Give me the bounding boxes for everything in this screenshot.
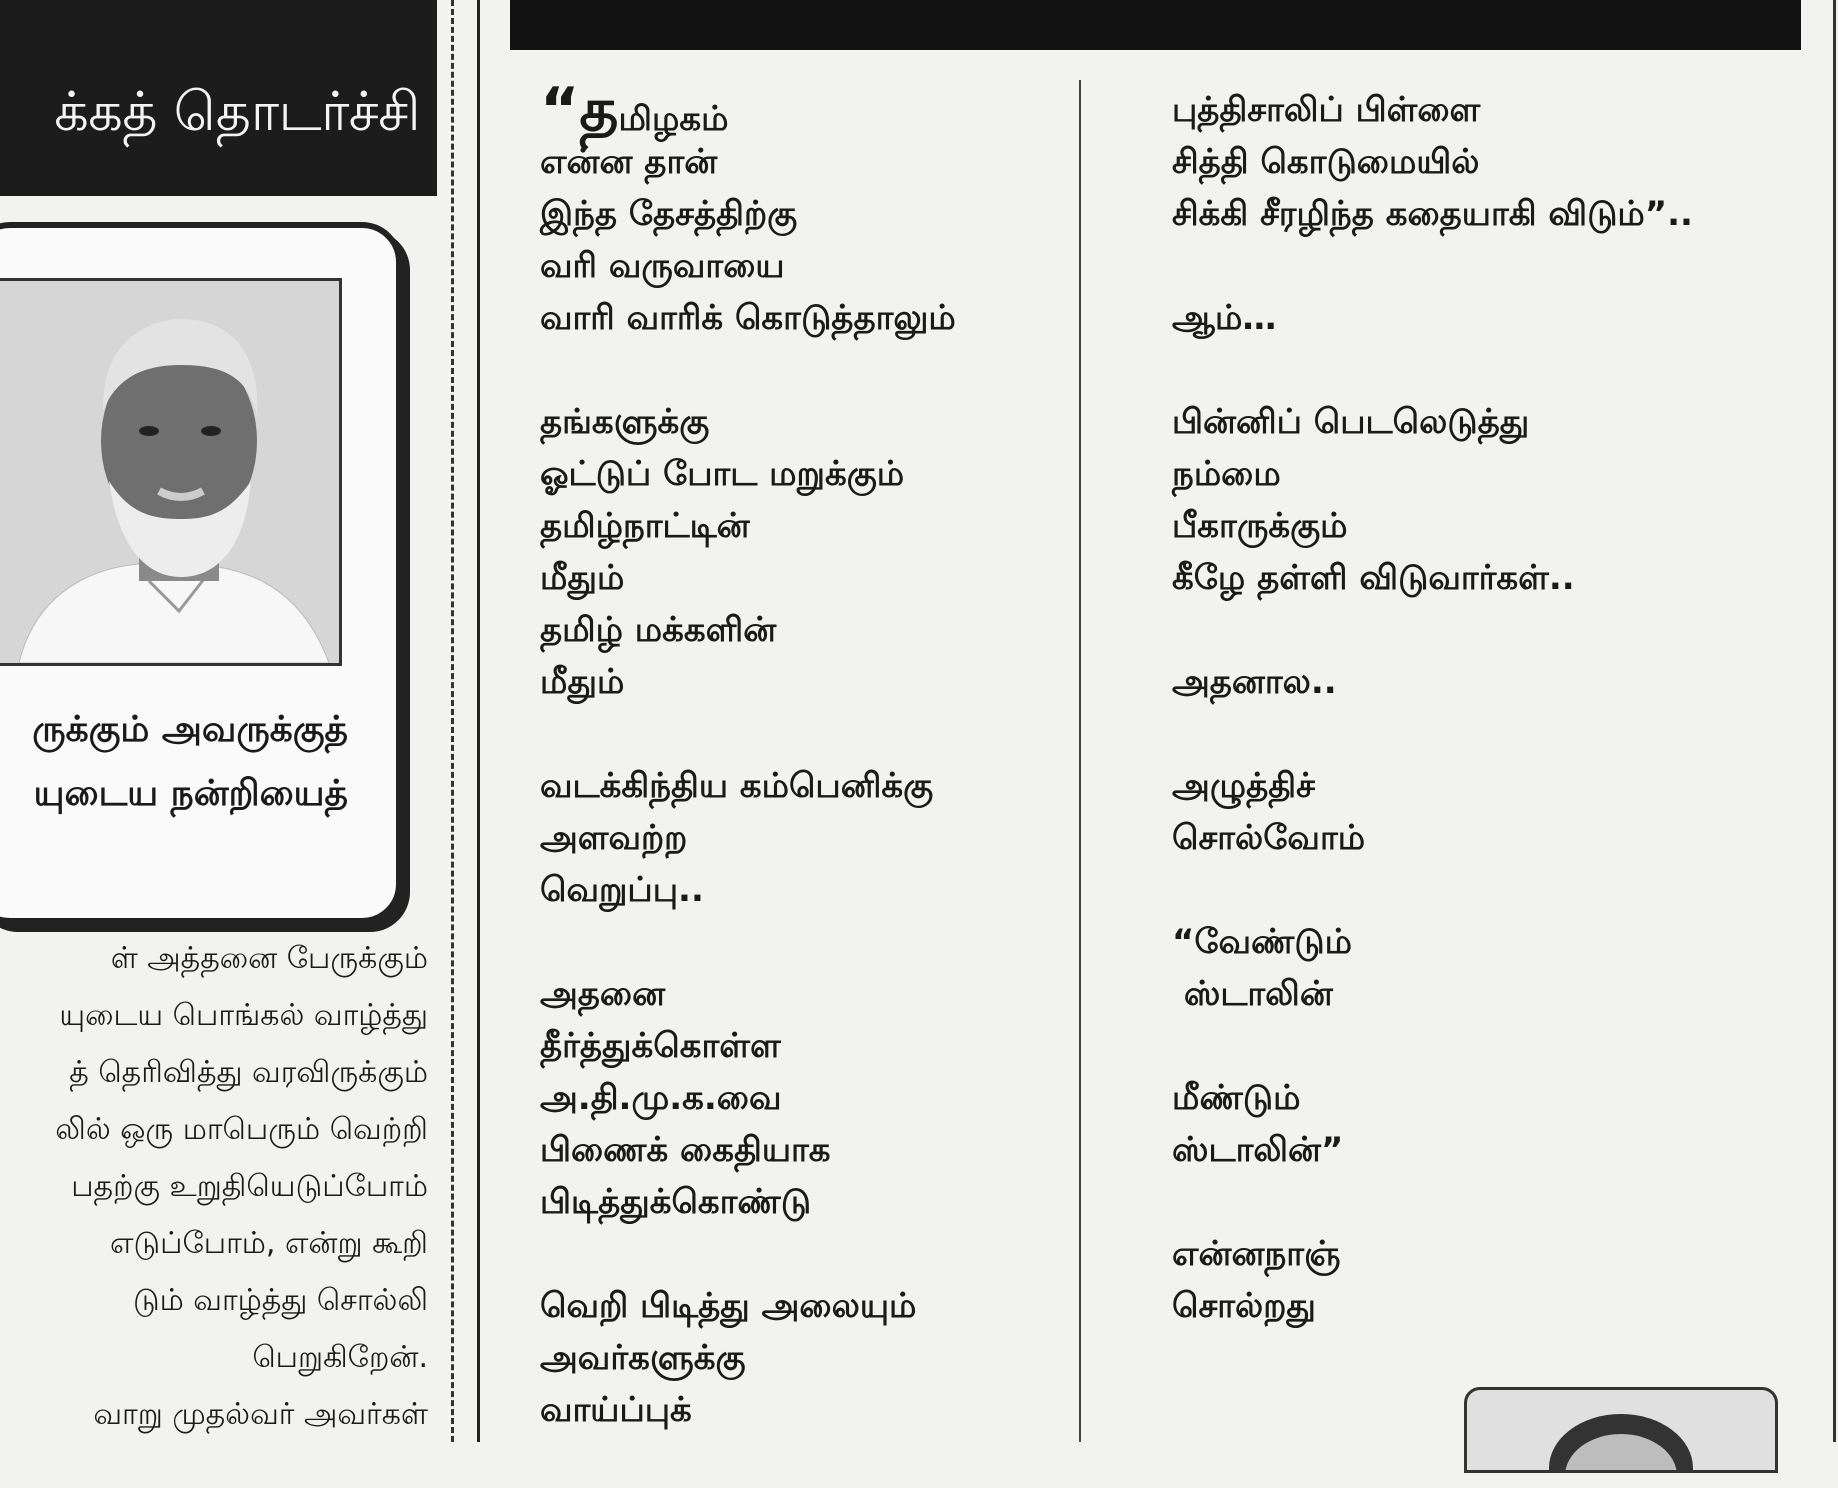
poem-line: தங்களுக்கு bbox=[540, 402, 710, 442]
poem-line: பிடித்துக்கொண்டு bbox=[540, 1182, 812, 1222]
stanza bbox=[1172, 292, 1693, 344]
poem-line: “வேண்டும் bbox=[1172, 922, 1352, 962]
poem-line-text: மிழகம் bbox=[618, 99, 729, 139]
sidebar-column bbox=[0, 0, 440, 1442]
poem-line: வரி வருவாயை bbox=[540, 246, 785, 286]
poem-line: மீதும் bbox=[540, 662, 625, 702]
poem-line: அ.தி.மு.க.வை bbox=[540, 1078, 782, 1118]
poem-line: சித்தி கொடுமையில் bbox=[1172, 142, 1480, 182]
sidebar-article-text bbox=[0, 930, 428, 1443]
box-border-left bbox=[477, 0, 480, 1442]
signoff-line: என்னநாஞ் bbox=[1172, 1234, 1341, 1274]
sidebar-title: க்கத் தொடர்ச்சி bbox=[54, 80, 420, 143]
poem-line: அவர்களுக்கு bbox=[540, 1338, 746, 1378]
stanza bbox=[1172, 760, 1693, 864]
poem-line bbox=[540, 75, 956, 145]
poem-line: இந்த தேசத்திற்கு bbox=[540, 194, 798, 234]
poem-line: புத்திசாலிப் பிள்ளை bbox=[1172, 90, 1481, 130]
author-photo bbox=[1464, 1387, 1778, 1473]
poem-line: மீதும் bbox=[540, 558, 625, 598]
poem-line: பீகாருக்கும் bbox=[1172, 506, 1348, 546]
text-line: லில் ஒரு மாபெரும் வெற்றி bbox=[55, 1112, 428, 1147]
author-photo-image bbox=[1467, 1390, 1775, 1470]
stanza bbox=[1172, 656, 1693, 708]
stanza bbox=[540, 396, 956, 708]
poem-line: ஆம்… bbox=[1172, 298, 1277, 338]
poem-line: தீர்த்துக்கொள்ள bbox=[540, 1026, 781, 1066]
text-line: டும் வாழ்த்து சொல்லி bbox=[132, 1283, 428, 1318]
stanza bbox=[1172, 84, 1693, 240]
poem-column-left bbox=[540, 75, 956, 1488]
sidebar-title-bar bbox=[0, 0, 437, 196]
dashed-column-divider bbox=[451, 0, 454, 1442]
poem-line: பிணைக் கைதியாக bbox=[540, 1130, 831, 1170]
poem-column-rule bbox=[1079, 80, 1081, 1442]
poem-line: ஓட்டுப் போட மறுக்கும் bbox=[540, 454, 905, 494]
signoff bbox=[1172, 1228, 1693, 1332]
poem-line: அதனை bbox=[540, 974, 666, 1014]
caption-line: ருக்கும் அவருக்குத் bbox=[32, 709, 348, 750]
text-line: பதற்கு உறுதியெடுப்போம் bbox=[71, 1169, 428, 1204]
poem-line: என்ன தான் bbox=[540, 142, 718, 182]
poem-line: வாரி வாரிக் கொடுத்தாலும் bbox=[540, 298, 956, 338]
text-line: பெறுகிறேன். bbox=[252, 1340, 428, 1375]
poem-line: வாய்ப்புக் bbox=[540, 1390, 692, 1430]
caption-line: யுடைய நன்றியைத் bbox=[33, 773, 348, 814]
poem-line: அதனால.. bbox=[1172, 662, 1337, 702]
text-line: வாறு முதல்வர் அவர்கள் bbox=[93, 1397, 428, 1432]
text-line: ள் அத்தனை பேருக்கும் bbox=[110, 941, 428, 976]
poem-line: அழுத்திச் bbox=[1172, 766, 1315, 806]
poem-line: வடக்கிந்திய கம்பெனிக்கு bbox=[540, 766, 934, 806]
headline-band bbox=[510, 0, 1801, 50]
stanza bbox=[540, 760, 956, 916]
stanza bbox=[540, 75, 956, 344]
poem-line: சிக்கி சீரழிந்த கதையாகி விடும்”.. bbox=[1172, 194, 1693, 234]
poem-line: தமிழ் மக்களின் bbox=[540, 610, 777, 650]
poem-line: ஸ்டாலின்” bbox=[1172, 1130, 1344, 1170]
poem-line: அளவற்ற bbox=[540, 818, 688, 858]
portrait-caption bbox=[6, 698, 348, 826]
text-line: யுடைய பொங்கல் வாழ்த்து bbox=[59, 998, 428, 1033]
poem-line: கீழே தள்ளி விடுவார்கள்.. bbox=[1172, 558, 1575, 598]
poem-line: மீண்டும் bbox=[1172, 1078, 1301, 1118]
poem-line: வெறி பிடித்து அலையும் bbox=[540, 1286, 917, 1326]
poem-line: தமிழ்நாட்டின் bbox=[540, 506, 750, 546]
portrait-image bbox=[0, 281, 339, 663]
box-border-right bbox=[1833, 0, 1836, 1442]
poem-line: ஸ்டாலின் bbox=[1172, 974, 1333, 1014]
poem-line: நம்மை bbox=[1172, 454, 1281, 494]
text-line: எடுப்போம், என்று கூறி bbox=[109, 1226, 428, 1261]
poem-column-right bbox=[1172, 84, 1693, 1384]
signoff-line: சொல்றது bbox=[1172, 1286, 1316, 1326]
text-line: த் தெரிவித்து வரவிருக்கும் bbox=[69, 1055, 428, 1090]
poem-line: வெறுப்பு.. bbox=[540, 870, 704, 910]
stanza bbox=[1172, 916, 1693, 1020]
stanza bbox=[540, 1280, 956, 1436]
poem-line: பின்னிப் பெடலெடுத்து bbox=[1172, 402, 1530, 442]
drop-cap: “த bbox=[540, 75, 619, 145]
stanza bbox=[1172, 396, 1693, 604]
stanza bbox=[540, 968, 956, 1228]
portrait-box bbox=[0, 222, 402, 924]
stanza bbox=[1172, 1072, 1693, 1176]
poem-line: சொல்வோம் bbox=[1172, 818, 1366, 858]
portrait-photo bbox=[0, 278, 342, 666]
